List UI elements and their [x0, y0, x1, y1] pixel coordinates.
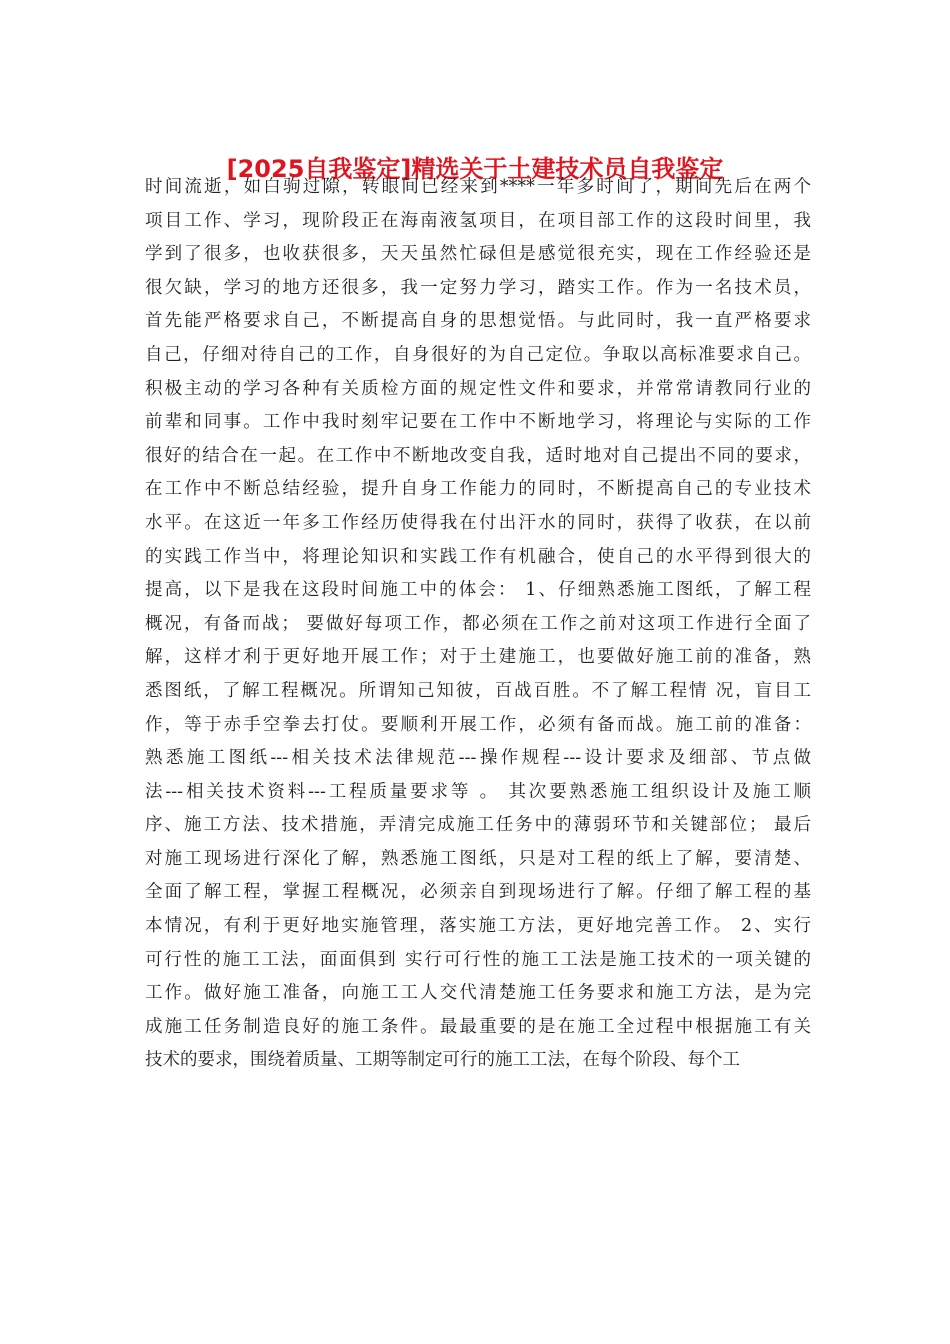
body-line: 项目工作、学习，现阶段正在海南液氢项目，在项目部工作的这段时间里，我 [145, 210, 811, 231]
body-line: 悉图纸，了解工程概况。所谓知己知彼，百战百胜。不了解工程情 况，盲目工 [145, 680, 811, 701]
body-line: 很好的结合在一起。在工作中不断地改变自我，适时地对自己提出不同的要求， [145, 445, 811, 466]
body-line: 成施工任务制造良好的施工条件。最最重要的是在施工全过程中根据施工有关 [145, 1016, 811, 1037]
document-title: [2025自我鉴定]精选关于土建技术员自我鉴定 [226, 155, 724, 183]
body-line: 首先能严格要求自己，不断提高自身的思想觉悟。与此同时，我一直严格要求 [145, 311, 811, 332]
body-line: 很欠缺，学习的地方还很多，我一定努力学习，踏实工作。作为一名技术员， [145, 277, 811, 298]
body-line: 技术的要求，围绕着质量、工期等制定可行的施工工法，在每个阶段、每个工 [145, 1050, 740, 1071]
body-line: 时间流逝，如白驹过隙，转眼间已经来到****一年多时间了，期间先后在两个 [145, 177, 811, 197]
body-line: 本情况，有利于更好地实施管理，落实施工方法，更好地完善工作。 2、实行 [145, 916, 811, 937]
body-line: 水平。在这近一年多工作经历使得我在付出汗水的同时，获得了收获，在以前 [145, 512, 811, 533]
body-line: 提高，以下是我在这段时间施工中的体会： 1、仔细熟悉施工图纸，了解工程 [145, 580, 811, 601]
body-line: 可行性的施工工法，面面俱到 实行可行性的施工工法是施工技术的一项关键的 [145, 949, 811, 970]
body-line: 序、施工方法、技术措施，弄清完成施工任务中的薄弱环节和关键部位； 最后 [145, 815, 811, 836]
body-line: 工作。做好施工准备，向施工工人交代清楚施工任务要求和施工方法，是为完 [145, 983, 811, 1004]
body-line: 作，等于赤手空拳去打仗。要顺利开展工作，必须有备而战。施工前的准备： [145, 714, 811, 735]
body-line: 在工作中不断总结经验，提升自身工作能力的同时，不断提高自己的专业技术 [145, 479, 811, 500]
body-line: 全面了解工程，掌握工程概况，必须亲自到现场进行了解。仔细了解工程的基 [145, 882, 811, 903]
body-line: 学到了很多，也收获很多，天天虽然忙碌但是感觉很充实，现在工作经验还是 [145, 244, 811, 265]
body-line: 的实践工作当中，将理论知识和实践工作有机融合，使自己的水平得到很大的 [145, 546, 811, 567]
body-line: 熟悉施工图纸---相关技术法律规范---操作规程---设计要求及细部、节点做 [145, 748, 811, 769]
document-body [145, 171, 811, 1078]
body-line: 对施工现场进行深化了解，熟悉施工图纸，只是对工程的纸上了解，要清楚、 [145, 848, 811, 869]
body-line: 自己，仔细对待自己的工作，自身很好的为自己定位。争取以高标准要求自己。 [145, 344, 811, 365]
body-line: 概况，有备而战； 要做好每项工作，都必须在工作之前对这项工作进行全面了 [145, 613, 811, 634]
body-line: 积极主动的学习各种有关质检方面的规定性文件和要求，并常常请教同行业的 [145, 378, 811, 399]
body-line: 解，这样才利于更好地开展工作；对于土建施工，也要做好施工前的准备，熟 [145, 647, 811, 668]
body-line: 前辈和同事。工作中我时刻牢记要在工作中不断地学习，将理论与实际的工作 [145, 412, 811, 433]
body-line: 法---相关技术资料---工程质量要求等 。 其次要熟悉施工组织设计及施工顺 [145, 781, 811, 802]
